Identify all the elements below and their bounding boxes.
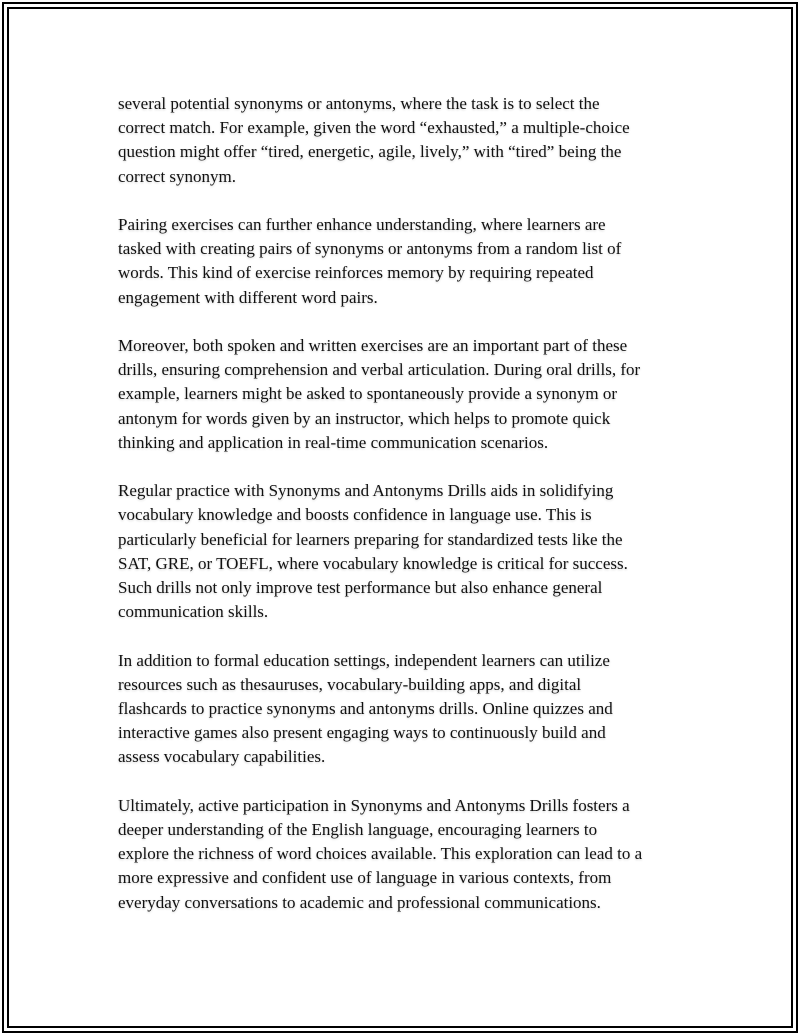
paragraph-pairing-exercises: Pairing exercises can further enhance understanding, where learners are tasked with creating pairs of synonyms or antonyms from a random list of words. This kind of exercise reinforces memory by requiring repeated engagement with different word pairs. [118, 215, 622, 307]
paragraph-independent-learners: In addition to formal education settings, independent learners can utilize resources such as thesauruses, vocabulary-building apps, and digital flashcards to practice synonyms and antonyms drills. Online quizzes and interactive games also present engaging ways to continuously build and assess vocabulary capabilities. [118, 650, 613, 767]
paragraph-multiple-choice: several potential synonyms or antonyms, where the task is to select the correct match. For example, given the word “exhausted,” a multiple-choice question might offer “tired, energetic, agile, lively,” with “tired” being the correct synonym. [118, 94, 630, 186]
document-body [118, 92, 690, 939]
paragraph-conclusion: Ultimately, active participation in Synonyms and Antonyms Drills fosters a deeper understanding of the English language, encouraging learners to explore the richness of word choices available. This exploration can lead to a more expressive and confident use of language in various contexts, from everyday conversations to academic and professional communications. [118, 795, 643, 912]
paragraph-spoken-written-exercises: Moreover, both spoken and written exercises are an important part of these drills, ensuring comprehension and verbal articulation. During oral drills, for example, learners might be asked to spontaneously provide a synonym or antonym for words given by an instructor, which helps to promote quick thinking and application in real-time communication scenarios. [118, 336, 641, 452]
paragraph-regular-practice: Regular practice with Synonyms and Antonyms Drills aids in solidifying vocabulary knowledge and boosts confidence in language use. This is particularly beneficial for learners preparing for standardized tests like the SAT, GRE, or TOEFL, where vocabulary knowledge is critical for success. Such drills not only improve test performance but also enhance general communication skills. [118, 481, 628, 622]
